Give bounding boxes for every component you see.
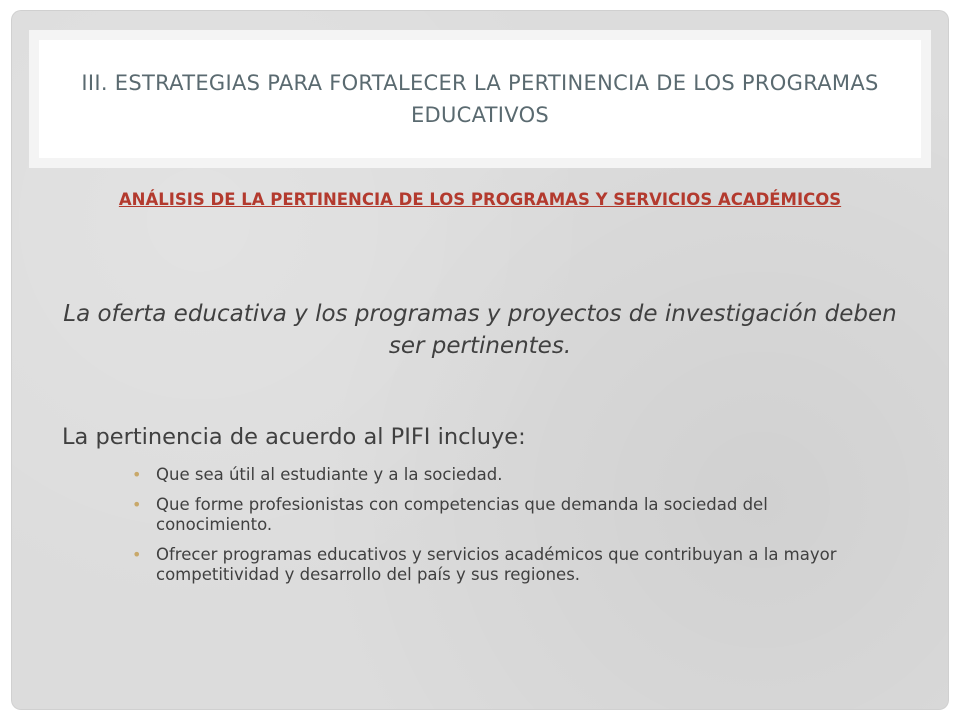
bullet-list — [128, 465, 848, 595]
title-box — [39, 40, 921, 158]
highlight-statement: La oferta educativa y los programas y proyectos de investigación deben ser pertinentes. — [63, 301, 897, 359]
bullet-icon: • — [132, 545, 142, 564]
list-item — [128, 465, 848, 485]
bullet-icon: • — [132, 465, 142, 484]
list-item-text: Que sea útil al estudiante y a la sociedad. — [156, 465, 503, 484]
slide-title: III. ESTRATEGIAS PARA FORTALECER LA PERTINENCIA DE LOS PROGRAMAS EDUCATIVOS — [81, 71, 879, 127]
section-subtitle: ANÁLISIS DE LA PERTINENCIA DE LOS PROGRAMAS Y SERVICIOS ACADÉMICOS — [118, 190, 842, 209]
list-item — [128, 495, 848, 535]
list-item-text: Que forme profesionistas con competencias que demanda la sociedad del conocimiento. — [156, 495, 768, 534]
title-band — [29, 30, 931, 168]
list-item-text: Ofrecer programas educativos y servicios académicos que contribuyan a la mayor competitividad y desarrollo del país y sus regiones. — [156, 545, 837, 584]
list-lead-text: La pertinencia de acuerdo al PIFI incluye: — [62, 424, 526, 450]
list-item — [128, 545, 848, 585]
bullet-icon: • — [132, 495, 142, 514]
